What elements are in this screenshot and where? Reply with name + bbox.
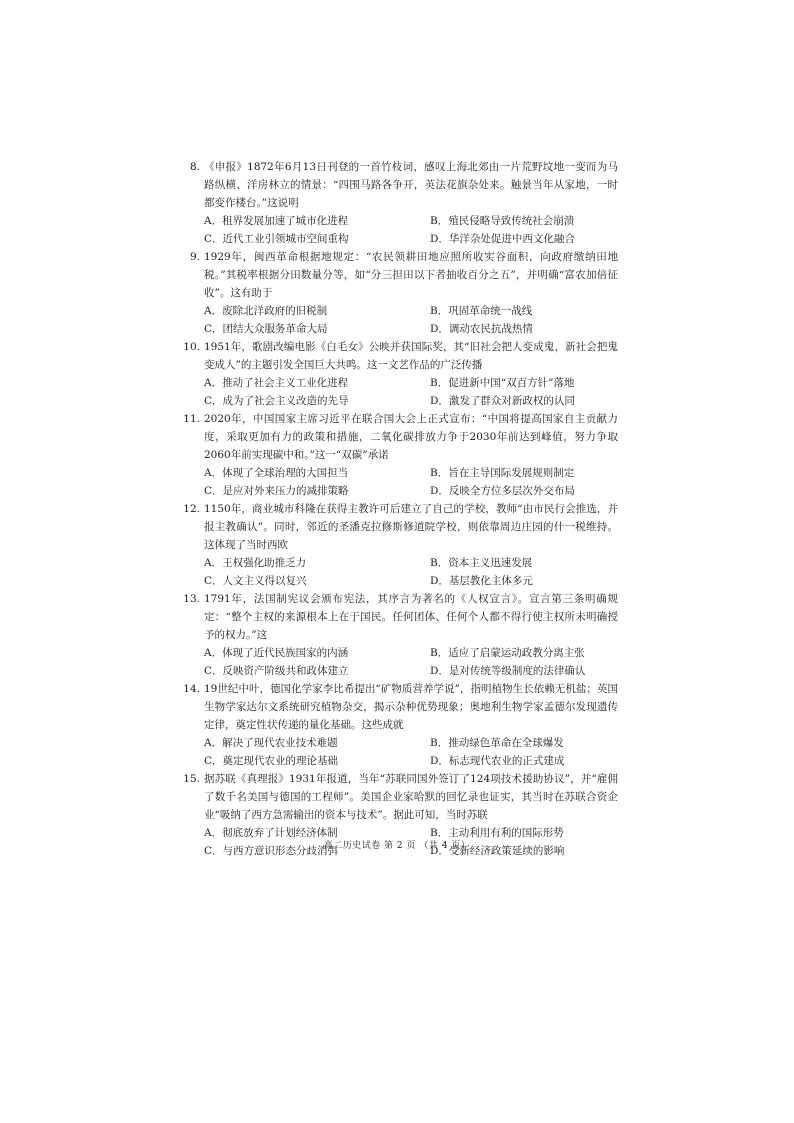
exam-page bbox=[178, 158, 618, 860]
question-text: 1791年，法国制宪议会颁布宪法，其序言为著名的《人权宣言》。宣言第三条明确规定：“整个主权的来源根本上在于国民。任何团体、任何个人都不得行使主权所未明确授予的权力。”这 bbox=[204, 593, 618, 641]
option-a: A．王权强化助推乏力 bbox=[204, 557, 307, 569]
page-footer: 高二历史试卷 第 2 页 （共 4 页） bbox=[323, 841, 471, 851]
option-d: D．反映全方位多层次外交布局 bbox=[430, 485, 575, 497]
question-11 bbox=[178, 410, 618, 500]
option-a: A．推动了社会主义工业化进程 bbox=[204, 377, 349, 389]
option-a: A．彻底放弃了计划经济体制 bbox=[204, 827, 338, 839]
answer-options bbox=[204, 464, 618, 500]
option-b: B．资本主义迅速发展 bbox=[430, 557, 533, 569]
question-text: 据苏联《真理报》1931年报道，当年“苏联同国外签订了124项技术援助协议”，并“雇佣了数千名美国与德国的工程师”。美国企业家哈默的回忆录也证实，其当时在苏联合资企业“吸纳了西方急需输出的资本与技术”。据此可知，当时苏联 bbox=[204, 773, 618, 821]
question-stem bbox=[178, 500, 618, 554]
question-text: 1150年，商业城市科隆在获得主教许可后建立了自己的学校，教师“由市民行会推选，并报主教确认”。同时，邻近的圣潘克拉修斯修道院学校，则依靠周边庄园的什一税维持。这体现了当时西欧 bbox=[204, 503, 618, 551]
question-number: 13. bbox=[183, 593, 200, 605]
question-stem bbox=[178, 680, 618, 734]
option-c: C．反映资产阶级共和政体建立 bbox=[204, 665, 349, 677]
option-d: D．激发了群众对新政权的认同 bbox=[430, 395, 575, 407]
option-a: A．解决了现代农业技术难题 bbox=[204, 737, 338, 749]
question-9 bbox=[178, 248, 618, 338]
answer-options bbox=[204, 554, 618, 590]
question-number: 11. bbox=[183, 413, 200, 425]
option-c: C．团结大众服务革命大局 bbox=[204, 323, 328, 335]
question-stem bbox=[178, 338, 618, 374]
question-stem bbox=[178, 590, 618, 644]
option-d: D．受新经济政策延续的影响 bbox=[430, 845, 565, 857]
option-a: A．租界发展加速了城市化进程 bbox=[204, 215, 349, 227]
option-a: A．体现了近代民族国家的内涵 bbox=[204, 647, 349, 659]
question-number: 10. bbox=[183, 341, 200, 353]
question-stem bbox=[178, 158, 618, 212]
question-number: 8. bbox=[189, 161, 200, 173]
question-12 bbox=[178, 500, 618, 590]
answer-options bbox=[204, 734, 618, 770]
question-number: 12. bbox=[183, 503, 200, 515]
option-d: D．标志现代农业的正式建成 bbox=[430, 755, 565, 767]
answer-options bbox=[204, 644, 618, 680]
option-b: B．主动利用有利的国际形势 bbox=[430, 827, 564, 839]
option-d: D．是对传统等级制度的法律确认 bbox=[430, 665, 586, 677]
question-14 bbox=[178, 680, 618, 770]
option-c: C．近代工业引领城市空间重构 bbox=[204, 233, 349, 245]
option-a: A．体现了全球治理的大国担当 bbox=[204, 467, 349, 479]
question-number: 14. bbox=[183, 683, 200, 695]
question-13 bbox=[178, 590, 618, 680]
question-stem bbox=[178, 248, 618, 302]
question-text: 1951年，歌剧改编电影《白毛女》公映并获国际奖，其“旧社会把人变成鬼，新社会把鬼变成人”的主题引发全国巨大共鸣。这一文艺作品的广泛传播 bbox=[204, 341, 618, 371]
question-number: 9. bbox=[189, 251, 200, 263]
option-d: D．华洋杂处促进中西文化融合 bbox=[430, 233, 575, 245]
option-b: B．推动绿色革命在全球爆发 bbox=[430, 737, 564, 749]
option-b: B．巩固革命统一战线 bbox=[430, 305, 533, 317]
question-text: 19世纪中叶，德国化学家李比希提出“矿物质营养学说”，指明植物生长依赖无机盐；英国生物学家达尔文系统研究植物杂交，揭示杂种优势现象；奥地利生物学家孟德尔发现遗传定律，奠定性状传递的量化基础。这些成就 bbox=[204, 683, 618, 731]
option-c: C．奠定现代农业的理论基础 bbox=[204, 755, 339, 767]
question-text: 2020年，中国国家主席习近平在联合国大会上正式宣布：“中国将提高国家自主贡献力度，采取更加有力的政策和措施，二氧化碳排放力争于2030年前达到峰值，努力争取2060年前实现碳中和。”这一“双碳”承诺 bbox=[204, 413, 618, 461]
option-b: B．适应了启蒙运动政教分离主张 bbox=[430, 647, 585, 659]
question-text: 《申报》1872年6月13日刊登的一首竹枝词，感叹上海北郊由一片荒野坟地一变而为马路纵横、洋房林立的情景：“四围马路各争开，英法花旗杂处来。触景当年从家地，一时都变作楼台。”这说明 bbox=[204, 161, 618, 209]
option-b: B．促进新中国“双百方针”落地 bbox=[430, 377, 575, 389]
option-c: C．与西方意识形态分歧消弭 bbox=[204, 845, 339, 857]
question-number: 15. bbox=[183, 773, 200, 785]
option-a: A．废除北洋政府的旧税制 bbox=[204, 305, 328, 317]
option-d: D．基层教化主体多元 bbox=[430, 575, 533, 587]
option-b: B．旨在主导国际发展规则制定 bbox=[430, 467, 575, 479]
option-c: C．人文主义得以复兴 bbox=[204, 575, 307, 587]
question-text: 1929年，闽西革命根据地规定：“农民领耕田地应照所收实谷面积，向政府缴纳田地税。”其税率根据分田数量分等，如“分三担田以下者抽收百分之五”，并明确“富农加倍征收”。这有助于 bbox=[204, 251, 618, 299]
option-c: C．是应对外来压力的减排策略 bbox=[204, 485, 349, 497]
question-stem bbox=[178, 410, 618, 464]
question-stem bbox=[178, 770, 618, 824]
answer-options bbox=[204, 374, 618, 410]
question-8 bbox=[178, 158, 618, 248]
option-c: C．成为了社会主义改造的先导 bbox=[204, 395, 349, 407]
answer-options bbox=[204, 212, 618, 248]
option-d: D．调动农民抗战热情 bbox=[430, 323, 533, 335]
option-b: B．殖民侵略导致传统社会崩溃 bbox=[430, 215, 575, 227]
question-10 bbox=[178, 338, 618, 410]
answer-options bbox=[204, 302, 618, 338]
